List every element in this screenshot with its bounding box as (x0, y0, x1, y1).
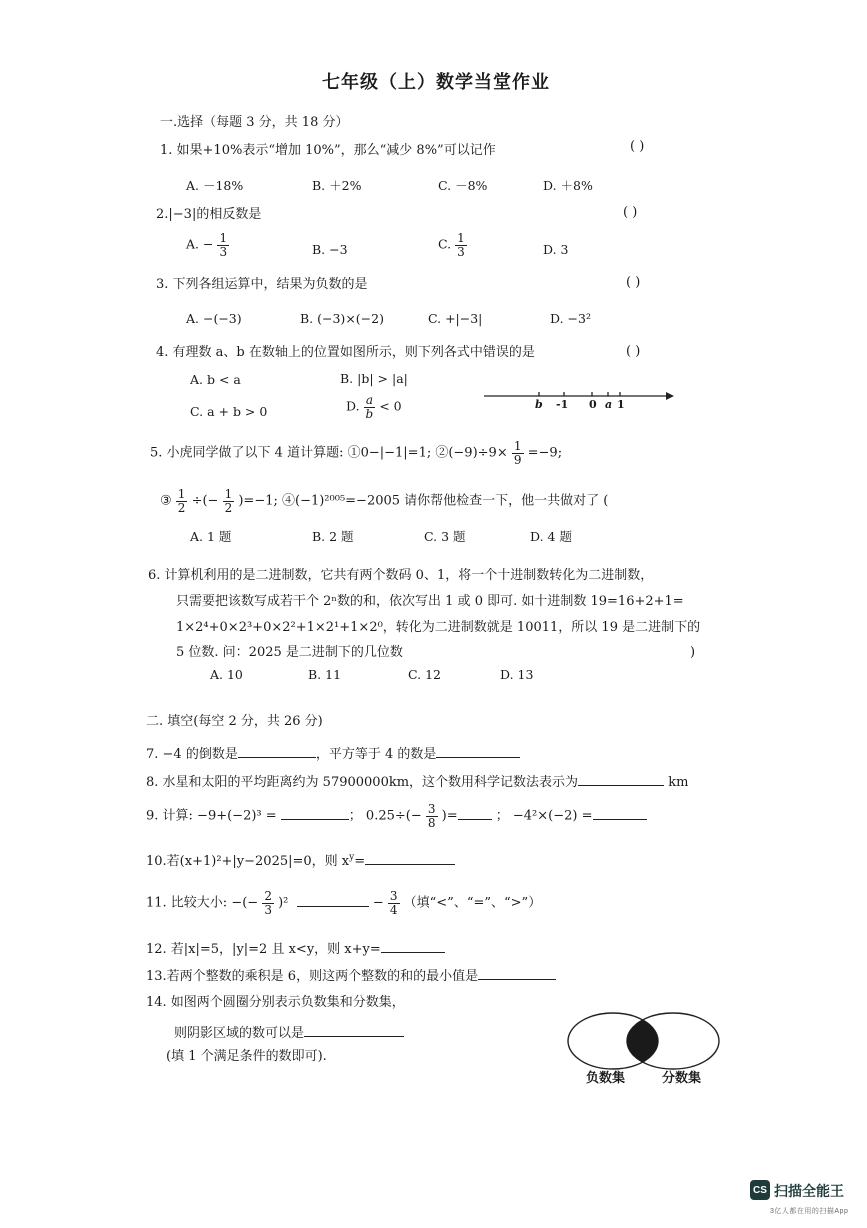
question-3-answer-paren: ( ) (626, 275, 641, 290)
page-title: 七年级（上）数学当堂作业 (322, 72, 550, 93)
number-line-label-b: b (535, 398, 543, 411)
question-3-option-d: D. −3² (550, 311, 591, 326)
venn-left-label: 负数集 (586, 1071, 626, 1086)
question-1-option-a: A. －18% (186, 178, 244, 193)
camscanner-logo-icon: CS (750, 1180, 770, 1200)
question-1-option-b: B. ＋2% (312, 178, 362, 193)
question-6-line-3: 1×2⁴+0×2³+0×2²+1×2¹+1×2⁰，转化为二进制数就是 10011，所以 19 是二进制下的 (176, 620, 701, 635)
answer-blank[interactable] (381, 940, 445, 953)
question-6-answer-paren: ) (690, 645, 696, 660)
question-6-line-4: 5 位数. 问：2025 是二进制下的几位数 (176, 645, 403, 660)
question-4-option-b: B. |b| > |a| (340, 371, 408, 386)
question-9: 9. 计算: −9+(−2)³ = ； 0.25÷(− $\frac{3}{8}$ )= ； −4²×(−2) = (146, 803, 647, 829)
question-6-line-1: 6. 计算机利用的是二进制数，它共有两个数码 0、1，将一个十进制数转化为二进制数， (148, 568, 654, 583)
question-2-option-b: B. −3 (312, 242, 348, 257)
question-2-option-c: C. $\frac{1}{3}$ (438, 231, 465, 259)
question-4-option-c: C. a + b > 0 (190, 404, 268, 419)
camscanner-name: 扫描全能王 (774, 1183, 844, 1199)
answer-blank[interactable] (365, 852, 455, 865)
question-14-line-2: 则阴影区域的数可以是 (174, 1024, 404, 1040)
answer-blank[interactable] (436, 745, 520, 758)
question-2-option-d: D. 3 (543, 242, 569, 257)
question-6-line-2: 只需要把该数写成若干个 2ⁿ数的和，依次写出 1 或 0 即可. 如十进制数 19=16+2+1= (176, 594, 684, 609)
question-3-option-a: A. −(−3) (186, 311, 242, 326)
question-14-line-1: 14. 如图两个圆圈分别表示负数集和分数集， (146, 995, 405, 1010)
question-7: 7. −4 的倒数是 ，平方等于 4 的数是 (146, 745, 520, 761)
answer-blank[interactable] (478, 967, 556, 980)
number-line-label-minus-one: -1 (556, 398, 569, 411)
question-11: 11. 比较大小: −(− $\frac{2}{3}$ )² − $\frac{3}{4}$ （填“<”、“=”、“>”） (146, 889, 542, 917)
question-4-option-a: A. b < a (190, 372, 241, 387)
answer-blank[interactable] (593, 807, 647, 820)
question-1-text: 1. 如果+10%表示“增加 10%”，那么“减少 8%”可以记作 (160, 143, 496, 158)
question-13: 13.若两个整数的乘积是 6，则这两个整数的和的最小值是 (146, 967, 556, 983)
answer-blank[interactable] (281, 807, 349, 820)
question-4-option-d: D. $\frac{a}{b}$ < 0 (346, 393, 402, 421)
question-1-answer-paren: ( ) (630, 139, 645, 154)
question-1-option-c: C. －8% (438, 178, 488, 193)
camscanner-tagline: 3亿人都在用的扫描App (770, 1208, 849, 1215)
answer-blank[interactable] (458, 807, 492, 820)
question-5-option-d: D. 4 题 (530, 529, 572, 544)
question-6-option-b: B. 11 (308, 667, 342, 682)
section-heading-fill-in: 二. 填空(每空 2 分，共 26 分) (146, 714, 323, 729)
question-8: 8. 水星和太阳的平均距离约为 57900000km，这个数用科学记数法表示为 km (146, 775, 689, 790)
number-line-label-one: 1 (617, 398, 625, 411)
question-6-option-a: A. 10 (210, 667, 243, 682)
question-5-line-1: 5. 小虎同学做了以下 4 道计算题: ①0−|−1|=1; ②(−9)÷9× $\frac{1}{9}$ =−9; (150, 439, 563, 467)
question-5-option-c: C. 3 题 (424, 529, 466, 544)
question-4-answer-paren: ( ) (626, 344, 641, 359)
question-3-text: 3. 下列各组运算中，结果为负数的是 (156, 277, 368, 292)
question-6-option-d: D. 13 (500, 667, 534, 682)
answer-blank[interactable] (304, 1024, 404, 1037)
question-3-option-c: C. +|−3| (428, 311, 483, 326)
number-line-label-zero: 0 (589, 398, 597, 411)
number-line-label-a: a (605, 398, 613, 411)
question-4-text: 4. 有理数 a、b 在数轴上的位置如图所示，则下列各式中错误的是 (156, 345, 535, 360)
question-14-line-3: (填 1 个满足条件的数即可). (166, 1049, 327, 1064)
question-5-line-2: ③ $\frac{1}{2}$ ÷(− $\frac{1}{2}$ )=−1; ④(−1)²⁰⁰⁵=−2005 请你帮他检查一下，他一共做对了 ( (160, 487, 609, 515)
number-line-arrow (666, 392, 674, 400)
venn-diagram (565, 1010, 725, 1072)
question-2-answer-paren: ( ) (623, 205, 638, 220)
question-10: 10.若(x+1)²+|y−2025|=0，则 $x^y=$ (146, 852, 455, 868)
question-5-option-a: A. 1 题 (190, 529, 232, 544)
answer-blank[interactable] (297, 894, 369, 907)
question-5-option-b: B. 2 题 (312, 529, 354, 544)
question-12: 12. 若|x|=5，|y|=2 且 x<y，则 x+y= (146, 940, 445, 956)
section-heading-choice: 一.选择（每题 3 分，共 18 分） (160, 115, 349, 130)
number-line-figure (482, 386, 674, 412)
answer-blank[interactable] (238, 745, 316, 758)
question-1-option-d: D. ＋8% (543, 178, 593, 193)
venn-right-label: 分数集 (662, 1071, 702, 1086)
question-3-option-b: B. (−3)×(−2) (300, 311, 384, 326)
answer-blank[interactable] (578, 773, 664, 786)
question-2-option-a: A. − $\frac{1}{3}$ (186, 231, 228, 259)
question-6-option-c: C. 12 (408, 667, 441, 682)
question-2-text: 2.|−3|的相反数是 (156, 207, 262, 222)
